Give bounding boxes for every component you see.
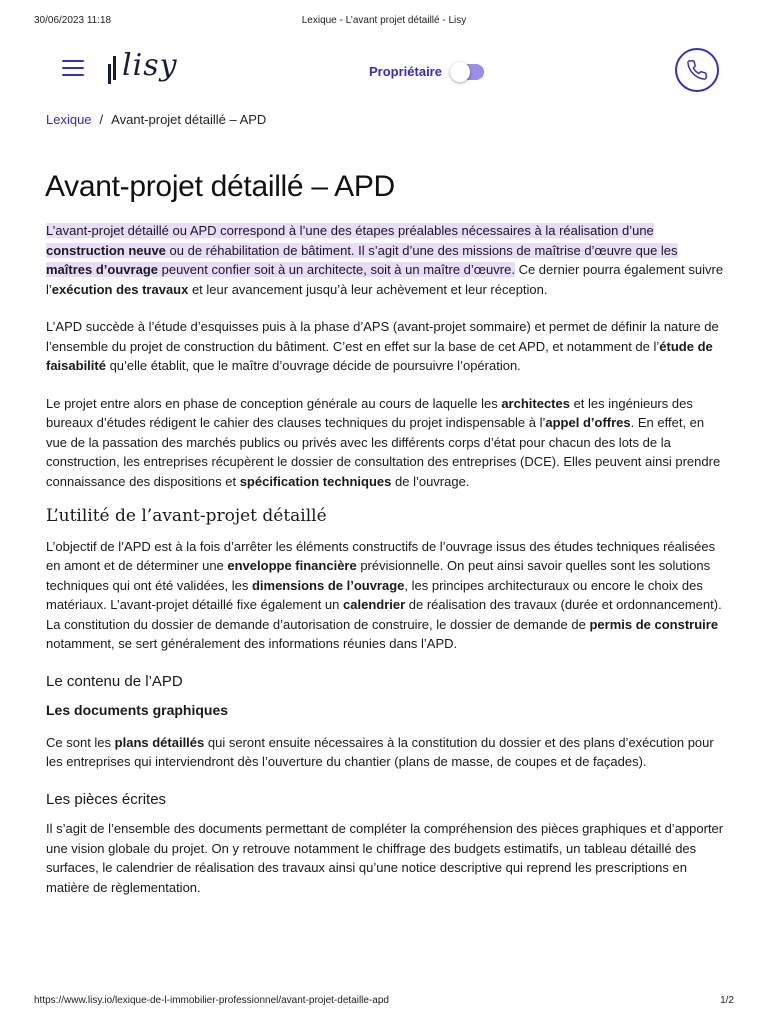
text-run: qui seront ensuite nécessaires à la constitution du dossier et des plans d’exécution pour les entreprises qui interviendront dès l’ouverture du chantier (plans de masse, de coupes et de façades). [46, 734, 714, 769]
paragraph-conception [46, 394, 726, 492]
paragraph-intro [46, 221, 726, 299]
breadcrumb-separator: / [99, 112, 104, 127]
section-heading-contenu: Le contenu de l’APD [46, 672, 183, 690]
bold-term: enveloppe financière [227, 558, 357, 573]
print-url: https://www.lisy.io/lexique-de-l-immobilier-professionnel/avant-projet-detaille-apd [34, 995, 389, 1006]
top-navigation [0, 46, 768, 92]
bold-term: permis de construire [589, 616, 719, 632]
print-title: Lexique - L’avant projet détaillé - Lisy [301, 15, 467, 26]
bold-term: plans détaillés [114, 734, 205, 750]
text-run: , les principes architecturaux ou encore le choix des matériaux. L’avant-projet détaillé fixe également un [46, 577, 703, 612]
text-run: prévisionnelle. On peut ainsi savoir quelles sont les solutions techniques qui ont été validées, les [46, 558, 711, 593]
print-page-number: 1/2 [720, 995, 734, 1006]
text-run: de l’ouvrage. [391, 473, 470, 489]
toggle-knob [450, 62, 470, 82]
page-title: Avant-projet détaillé – APD [45, 170, 395, 203]
text-run: et les ingénieurs des bureaux d’études rédigent le cahier des clauses techniques du projet indispensable à l’ [46, 395, 693, 430]
bold-term: architectes [501, 395, 570, 411]
text-run: notamment, se sert généralement des informations réunies dans l’APD. [46, 636, 458, 651]
text-run: L’APD succède à l’étude d’esquisses puis à la phase d’APS (avant-projet sommaire) et permet de définir la nature de l’ensemble du projet de construction du bâtiment. C’est en effet sur la base de cet APD, et notamment de l’ [46, 319, 719, 354]
print-date: 30/06/2023 11:18 [34, 15, 112, 26]
bold-term: exécution des travaux [51, 281, 189, 297]
text-run: Ce dernier pourra également suivre l’ [46, 262, 724, 297]
text-run: Le projet entre alors en phase de conception générale au cours de laquelle les [46, 395, 502, 411]
text-run: ou de réhabilitation de bâtiment. Il s’agit d’une des missions de maîtrise d’œuvre que les [165, 242, 678, 258]
text-run: L’objectif de l’APD est à la fois d’arrêter les éléments constructifs de l’ouvrage issus des études techniques réalisées en amont et de déterminer une [46, 538, 716, 573]
bold-term: appel d’offres [545, 415, 631, 430]
text-run: de réalisation des travaux (durée et ordonnancement). La constitution du dossier de demande d’autorisation de construire, le dossier de demande de [46, 597, 722, 632]
text-run: et leur avancement jusqu’à leur achèvement et leur réception. [188, 281, 548, 297]
paragraph-pieces: Il s’agit de l’ensemble des documents permettant de compléter la compréhension des pièces graphiques et d’apporter une vision globale du projet. On y retrouve notamment le chiffrage des budgets estimatifs, un tableau détaillé des surfaces, le calendrier de réalisation des travaux ainsi qu’une notice descriptive qui reprend les prescriptions en matière de règlementation. [46, 821, 724, 895]
bold-term: construction neuve [46, 242, 166, 258]
hamburger-icon[interactable] [62, 60, 84, 76]
bold-term: dimensions de l’ouvrage [251, 577, 405, 593]
section-heading-pieces-ecrites: Les pièces écrites [46, 790, 167, 808]
text-run: L’avant-projet détaillé ou APD correspond à l’une des étapes préalables nécessaires à la réalisation d’une [46, 223, 654, 238]
text-run: Ce sont les [46, 734, 115, 750]
text-run: . En effet, en vue de la passation des marchés publics ou privés avec les différents corps d’état pour chacun des lots de la construction, les entreprises récupèrent le dossier de consultation des entreprises (DCE). Elles peuvent ainsi prendre connaissance des dispositions et [46, 415, 721, 489]
breadcrumb-lexique-link[interactable]: Lexique [46, 112, 92, 127]
article-body [46, 221, 726, 915]
bold-term: calendrier [343, 597, 406, 612]
bold-term: maîtres d’ouvrage [46, 262, 158, 277]
owner-label: Propriétaire [369, 64, 442, 79]
section-heading-utilite: L’utilité de l’avant-projet détaillé [46, 506, 327, 526]
paragraph-plans [46, 733, 726, 772]
text-run: qu’elle établit, que le maître d’ouvrage décide de poursuivre l’opération. [105, 358, 521, 373]
phone-button[interactable] [675, 48, 719, 92]
paragraph-aps [46, 317, 726, 376]
bold-term: spécification techniques [239, 473, 392, 489]
subheading-documents-graphiques: Les documents graphiques [46, 702, 229, 718]
phone-icon [686, 59, 708, 81]
breadcrumb-current: Avant-projet détaillé – APD [111, 112, 267, 127]
breadcrumb [46, 112, 266, 127]
text-run: peuvent confier soit à un architecte, soit à un maître d’œuvre. [158, 262, 515, 277]
bold-term: étude de faisabilité [46, 338, 713, 373]
owner-toggle[interactable] [450, 64, 484, 80]
paragraph-objectif [46, 537, 726, 654]
logo-text: lisy [122, 48, 178, 83]
